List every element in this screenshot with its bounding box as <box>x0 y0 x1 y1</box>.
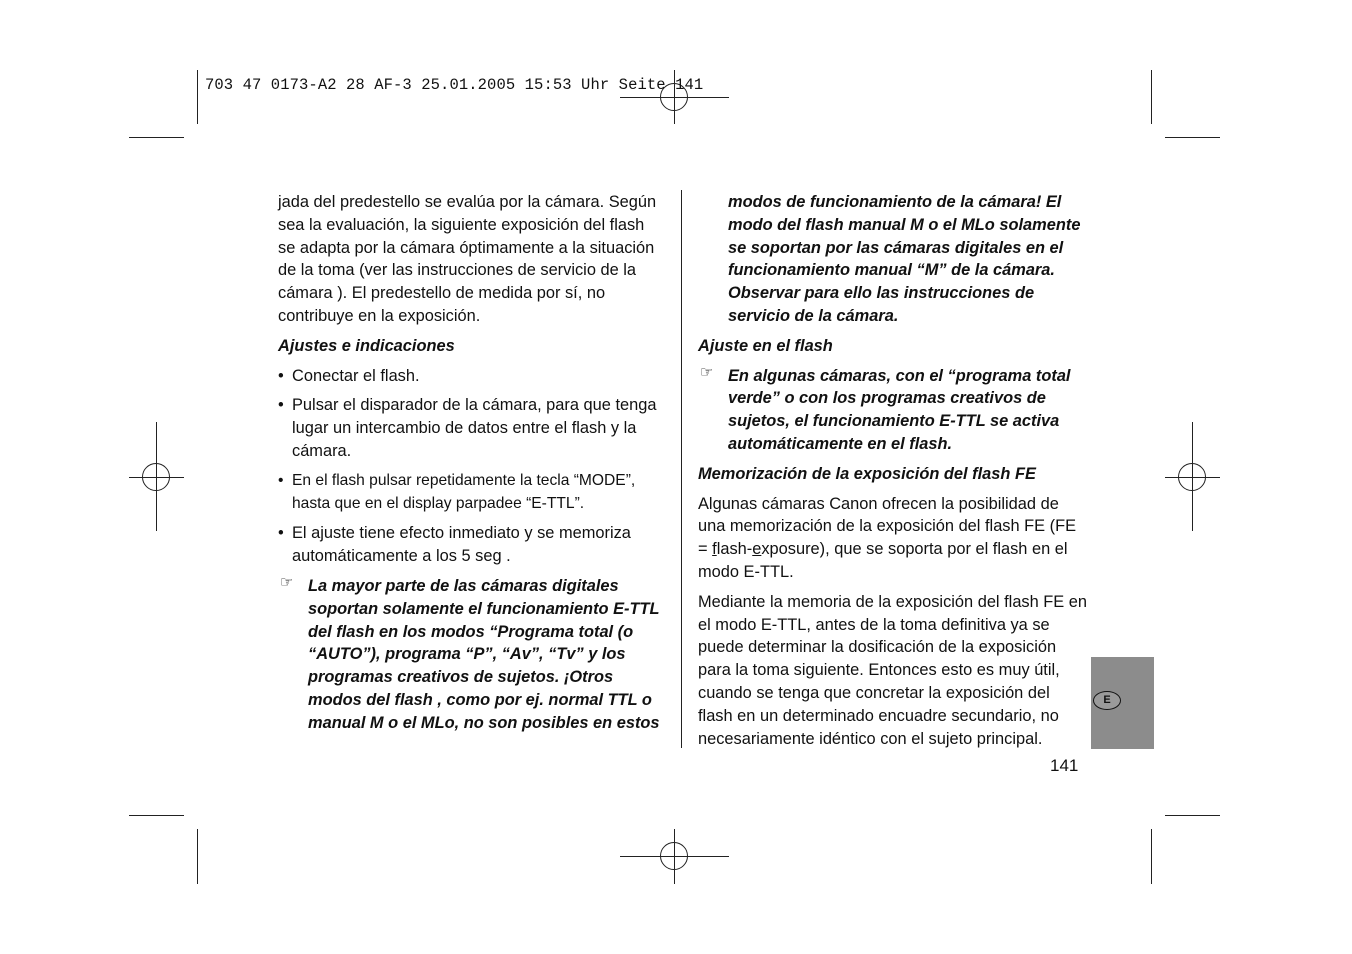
underlined-letter: f <box>712 540 717 559</box>
note-text: La mayor parte de las cámaras digitales soportan solamente el funcionamiento E-TTL del flash en los modos “Programa total (o “AUTO”), programa “P”, “Av”, “Tv” y los programas creativos de sujetos. ¡Otros modos del flash , como por ej. normal TTL o manual M o el MLo, no son posibles en estos <box>308 576 660 732</box>
crop-mark <box>1151 70 1152 124</box>
paragraph-text: lash- <box>716 540 753 559</box>
note-text: En algunas cámaras, con el “programa total verde” o con los programas creativos de sujetos, el funcionamiento E-TTL se activa automáticamente en el flash. <box>728 366 1071 453</box>
list-item-text: El ajuste tiene efecto inmediato y se memoriza automáticamente a los 5 seg . <box>292 524 631 566</box>
pointing-hand-icon: ☞ <box>700 363 714 381</box>
registration-circle-icon <box>1178 463 1206 491</box>
bullet-icon: • <box>278 524 284 543</box>
section-heading: Ajuste en el flash <box>698 336 833 355</box>
registration-circle-icon <box>142 463 170 491</box>
section-heading: Ajustes e indicaciones <box>278 336 455 355</box>
print-header: 703 47 0173-A2 28 AF-3 25.01.2005 15:53 Uhr Seite 141 <box>205 76 704 94</box>
body-paragraph: Mediante la memoria de la exposición del flash FE en el modo E-TTL, antes de la toma definitiva ya se puede determinar la dosificación de la exposición para la toma siguiente. Entonces esto es muy útil, cuando se tenga que concretar la exposición del flash en un determinado encuadre secundario, no necesariamente idéntico con el sujeto principal. <box>698 592 1088 748</box>
underlined-letter: e <box>752 540 762 559</box>
crop-mark <box>1165 815 1220 816</box>
list-item <box>278 522 666 568</box>
pointing-hand-icon: ☞ <box>280 573 294 591</box>
crop-mark <box>197 829 198 884</box>
language-badge: E <box>1093 691 1121 710</box>
list-item <box>278 470 666 516</box>
note-continuation-text: modos de funcionamiento de la cámara! El modo del flash manual M o el MLo solamente se soportan por las cámaras digitales en el funcionamiento manual “M” de la cámara. Observar para ello las instrucciones de servicio de la cámara. <box>728 193 1081 325</box>
bullet-icon: • <box>278 366 284 385</box>
registration-circle-icon <box>660 842 688 870</box>
note-continuation-block <box>698 191 1088 328</box>
crop-mark <box>197 70 198 124</box>
list-item-text: En el flash pulsar repetidamente la tecla “MODE”, hasta que en el display parpadee “E-TTL”. <box>292 471 636 512</box>
intro-paragraph: jada del predestello se evalúa por la cámara. Según sea la evaluación, la siguiente exposición del flash se adapta por la cámara óptimamente a la situación de la toma (ver las instrucciones de servicio de la cámara ). El predestello de medida por sí, no contribuye en la exposición. <box>278 193 657 325</box>
bullet-icon: • <box>278 471 284 489</box>
bullet-icon: • <box>278 396 284 415</box>
crop-mark <box>1165 137 1220 138</box>
right-column <box>698 191 1088 757</box>
paragraph-text: xposure), que se soporta por el flash en el modo E-TTL. <box>698 540 1068 581</box>
left-column <box>278 191 666 742</box>
list-item <box>278 365 666 388</box>
crop-mark <box>129 137 184 138</box>
list-item-text: Conectar el flash. <box>292 366 420 385</box>
section-heading: Memorización de la exposición del flash FE <box>698 464 1036 483</box>
body-paragraph <box>698 493 1088 584</box>
crop-mark <box>1151 829 1152 884</box>
paragraph-text: Algunas cámaras Canon ofrecen la posibilidad de una memorización de la exposición del flash FE (FE = <box>698 494 1077 559</box>
note-block <box>278 575 666 735</box>
page-number: 141 <box>1050 756 1079 775</box>
column-divider <box>681 190 682 748</box>
list-item <box>278 394 666 462</box>
note-block <box>698 365 1088 456</box>
crop-mark <box>129 815 184 816</box>
list-item-text: Pulsar el disparador de la cámara, para que tenga lugar un intercambio de datos entre el flash y la cámara. <box>292 396 657 460</box>
